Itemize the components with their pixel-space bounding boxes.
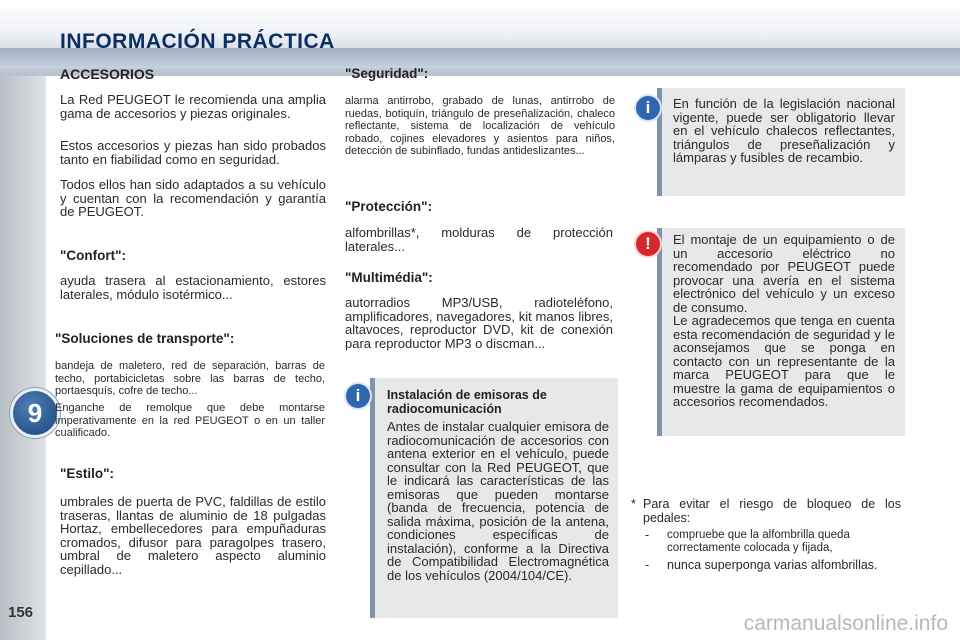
footnote-intro: Para evitar el riesgo de bloqueo de los pedales: [643, 497, 901, 525]
accesorios-heading: ACCESORIOS [60, 66, 155, 82]
footnote-bullet: - [645, 528, 650, 542]
estilo-text: umbrales de puerta de PVC, faldillas de estilo traseras, llantas de aluminio de 18 pulgadas Hortaz, embellecedores para empuñaduras cromados, difusor para paragolpes trasero, umbral de maletero aspecto aluminio cepillado... [60, 494, 326, 577]
warning-paragraph-2: Le agradecemos que tenga en cuenta esta recomendación de seguridad y le aconsejamos que se ponga en contacto con un representante de la marca PEUGEOT para que le muestre la gama de equipamientos o accesorios recomendados. [673, 313, 895, 409]
warning-icon: ! [634, 230, 662, 258]
estilo-heading: "Estilo": [60, 466, 115, 481]
page-number: 156 [8, 604, 34, 621]
multimedia-text: autorradios MP3/USB, radioteléfono, amplificadores, navegadores, kit manos libres, altavoces, reproductor DVD, kit de conexión para reproductor MP3 o discman... [345, 295, 613, 351]
radio-info-title: Instalación de emisoras de radiocomunicación [387, 388, 547, 416]
transporte-paragraph-2: Enganche de remolque que debe montarse imperativamente en la red PEUGEOT o en un taller cualificado. [55, 402, 325, 439]
footnote-marker: * [631, 497, 636, 511]
footnote-item: compruebe que la alfombrilla queda correctamente colocada y fijada, [667, 529, 850, 554]
info-icon: i [634, 94, 662, 122]
multimedia-heading: "Multimédia": [345, 270, 433, 285]
proteccion-heading: "Protección": [345, 199, 433, 214]
radio-info-text: Antes de instalar cualquier emisora de radiocomunicación de accesorios con antena exterior en el vehículo, puede consultar con la Red PEUGEOT, que le indicará las características de las emisoras que pueden montarse (banda de frecuencia, potencia de salida máxima, posición de la antena, condiciones específicas de instalación), conforme a la Directiva de Compatibilidad Electromagnética de los vehículos (2004/104/CE). [387, 419, 609, 583]
confort-heading: "Confort": [60, 248, 127, 263]
legislation-info-text: En función de la legislación nacional vigente, puede ser obligatorio llevar en el vehículo chalecos reflectantes, triángulos de preseñalización y lámparas y fusibles de recambio. [673, 96, 895, 165]
seguridad-heading: "Seguridad": [345, 66, 429, 81]
footnote-bullet: - [645, 558, 650, 572]
accesorios-paragraph-3: Todos ellos han sido adaptados a su vehículo y cuentan con la recomendación y garantía de PEUGEOT. [60, 177, 326, 219]
chapter-badge: 9 [10, 388, 60, 438]
footnote-item: nunca superponga varias alfombrillas. [667, 558, 878, 572]
left-margin-strip [0, 76, 46, 640]
seguridad-text: alarma antirrobo, grabado de lunas, antirrobo de ruedas, botiquín, triángulo de preseñalización, chaleco reflectante, sistema de localización de vehículo robado, cojines elevadores y asientos para niños, detección de subinflado, fundas antideslizantes... [345, 95, 615, 157]
watermark: carmanualsonline.info [743, 612, 948, 635]
warning-paragraph-1: El montaje de un equipamiento o de un accesorio eléctrico no recomendado por PEUGEOT puede provocar una avería en el sistema electrónico del vehículo y un exceso de consumo. [673, 232, 895, 315]
transporte-paragraph-1: bandeja de maletero, red de separación, barras de techo, portabicicletas sobre las barras de techo, portaesquís, cofre de techo... [55, 360, 325, 397]
proteccion-text: alfombrillas*, molduras de protección laterales... [345, 225, 613, 254]
accesorios-paragraph-2: Estos accesorios y piezas han sido probados tanto en fiabilidad como en seguridad. [60, 138, 326, 167]
accesorios-paragraph-1: La Red PEUGEOT le recomienda una amplia gama de accesorios y piezas originales. [60, 92, 326, 121]
transporte-heading: "Soluciones de transporte": [55, 331, 235, 346]
confort-text: ayuda trasera al estacionamiento, estores laterales, módulo isotérmico... [60, 273, 326, 302]
page-title: INFORMACIÓN PRÁCTICA [60, 30, 335, 53]
info-icon: i [344, 382, 372, 410]
